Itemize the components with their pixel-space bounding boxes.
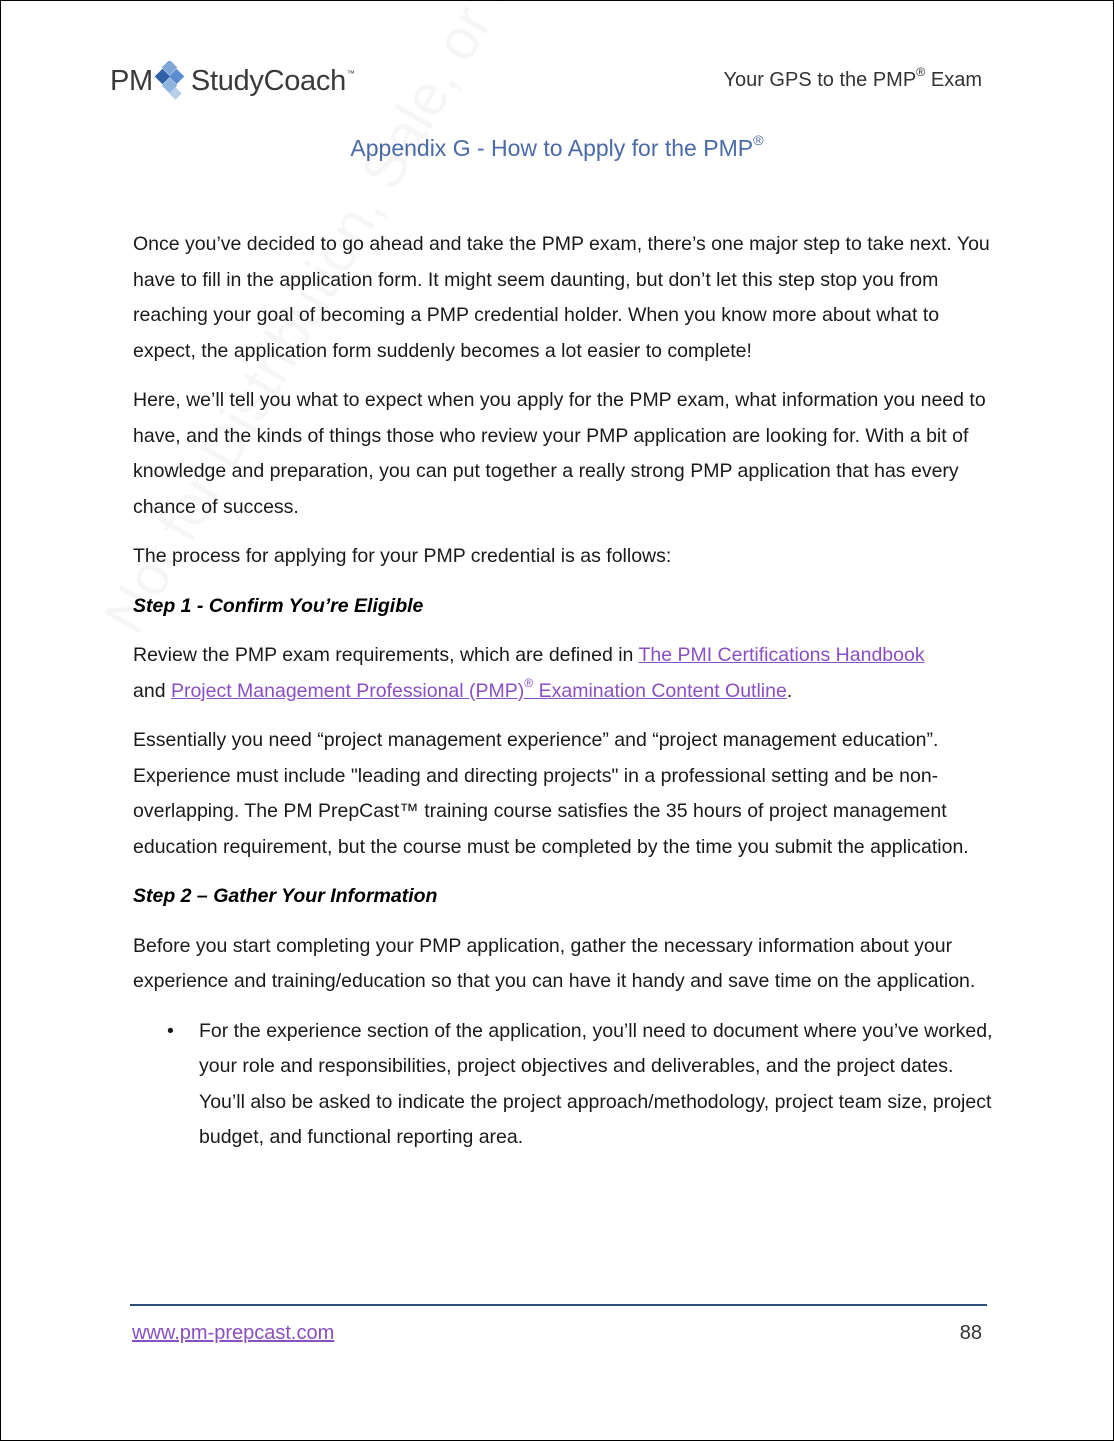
process-intro-paragraph: The process for applying for your PMP credential is as follows: xyxy=(133,545,672,567)
document-body xyxy=(133,227,993,1156)
footer-divider xyxy=(130,1304,987,1306)
logo-trademark: ™ xyxy=(346,69,355,78)
pm-studycoach-logo xyxy=(110,59,355,103)
pmi-handbook-link[interactable]: The PMI Certifications Handbook xyxy=(638,644,925,666)
footer-website-link[interactable]: www.pm-prepcast.com xyxy=(132,1322,335,1344)
logo-text-pm: PM xyxy=(110,64,153,97)
header-tagline: Your GPS to the PMP® Exam xyxy=(723,65,982,91)
list-item: • For the experience section of the application, you’ll need to document where you’ve worked, your role and responsibilities, project objectives and deliverables, and the project dates. You’ll also be asked to indicate the project approach/methodology, project team size, project budget, and functional reporting area. xyxy=(133,1014,993,1156)
intro-paragraph: Once you’ve decided to go ahead and take the PMP exam, there’s one major step to take next. You have to fill in the application form. It might seem daunting, but don’t let this step stop you from reaching your goal of becoming a PMP credential holder. When you know more about what to expect, the application form suddenly becomes a lot easier to complete! xyxy=(133,233,990,362)
step2-paragraph: Before you start completing your PMP application, gather the necessary information about your experience and training/education so that you can have it handy and save time on the application. xyxy=(133,934,976,992)
exam-content-outline-link[interactable]: Project Management Professional (PMP)® Examination Content Outline xyxy=(170,676,787,702)
page-title: Appendix G - How to Apply for the PMP® xyxy=(350,133,764,161)
bullet-icon: • xyxy=(167,1019,174,1042)
logo-diamond-icon xyxy=(154,61,190,101)
overview-paragraph: Here, we’ll tell you what to expect when you apply for the PMP exam, what information you need to have, and the kinds of things those who review your PMP application are looking for. With a bit of knowledge and preparation, you can put together a really strong PMP application that has every chance of success. xyxy=(133,389,986,518)
step2-bullet-list xyxy=(133,1014,993,1156)
step1-detail-paragraph: Essentially you need “project management experience” and “project management education”. Experience must include "leading and directing projects" in a professional setting and be non-overlapping. The PM PrepCast™ training course satisfies the 35 hours of project management education requirement, but the course must be completed by the time you submit the application. xyxy=(133,729,969,858)
step1-requirements-paragraph: Review the PMP exam requirements, which are defined in The PMI Certifications Handbook and Project Management Professional (PMP)® Examination Content Outline. xyxy=(133,644,925,702)
page-number: 88 xyxy=(959,1322,982,1344)
logo-text-studycoach: StudyCoach xyxy=(190,64,346,97)
step1-heading: Step 1 - Confirm You’re Eligible xyxy=(133,594,424,617)
step2-heading: Step 2 – Gather Your Information xyxy=(133,885,438,907)
